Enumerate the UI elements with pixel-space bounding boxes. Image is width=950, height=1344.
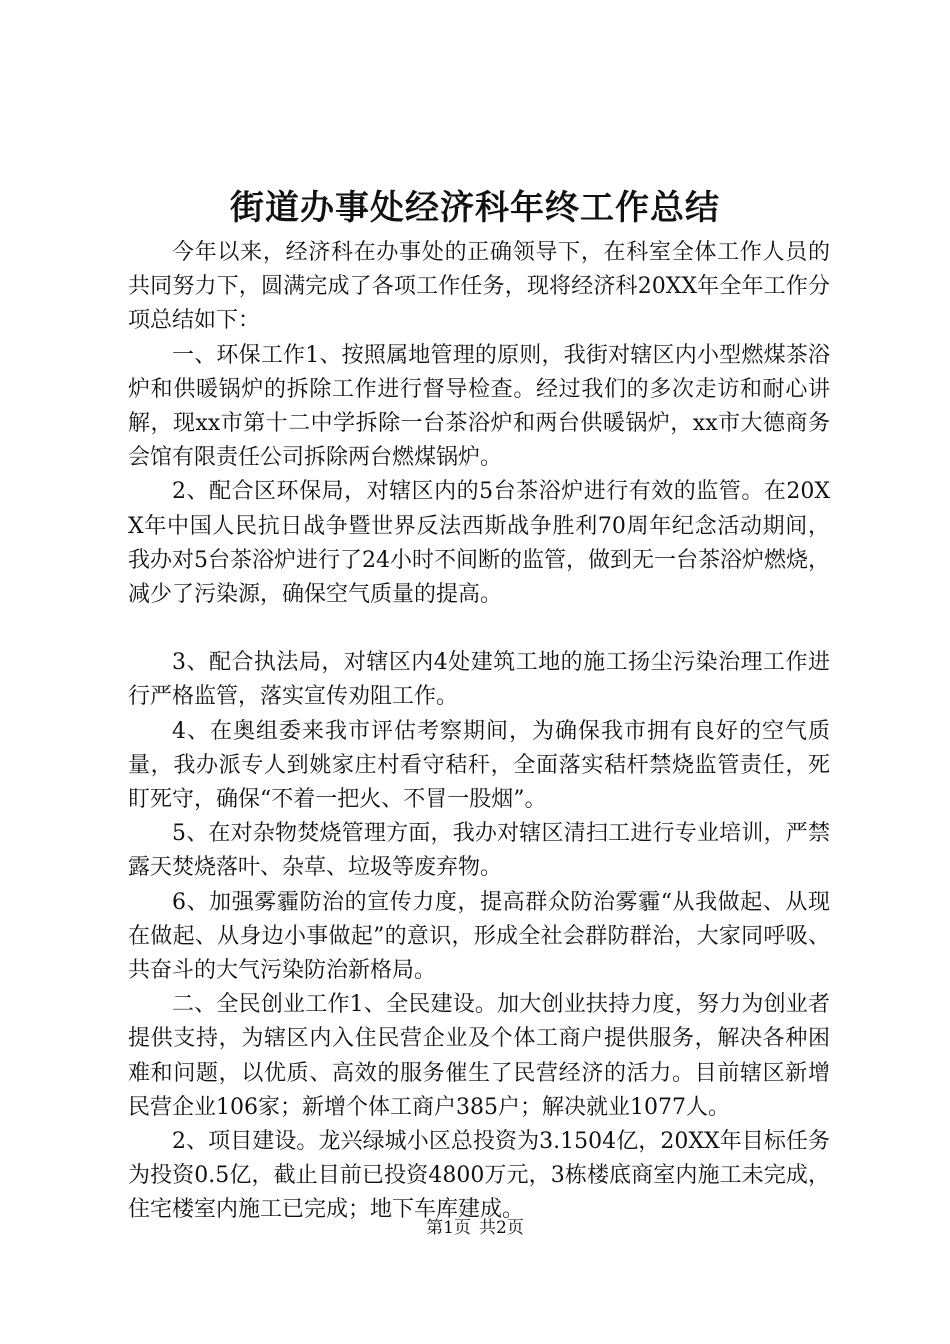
page-number: 第1页	[426, 1218, 471, 1238]
document-title: 街道办事处经济科年终工作总结	[230, 188, 720, 228]
paragraph-environment-6: 6、加强雾霾防治的宣传力度，提高群众防治雾霾“从我做起、从现在做起、从身边小事做起”的意识，形成全社会群防群治，大家同呼吸、共奋斗的大气污染防治新格局。	[128, 889, 830, 984]
paragraph-environment-1: 一、环保工作1、按照属地管理的原则，我街对辖区内小型燃煤茶浴炉和供暖锅炉的拆除工作进行督导检查。经过我们的多次走访和耐心讲解，现xx市第十二中学拆除一台茶浴炉和两台供暖锅炉，xx市大德商务会馆有限责任公司拆除两台燃煤锅炉。	[128, 342, 830, 471]
document-body	[128, 236, 830, 1228]
paragraph-environment-5: 5、在对杂物焚烧管理方面，我办对辖区清扫工进行专业培训，严禁露天焚烧落叶、杂草、垃圾等废弃物。	[128, 821, 830, 881]
paragraph-entrepreneurship-2: 2、项目建设。龙兴绿城小区总投资为3.1504亿，20XX年目标任务为投资0.5亿，截止目前已投资4800万元，3栋楼底商室内施工未完成，住宅楼室内施工已完成；地下车库建成。	[128, 1129, 830, 1223]
page-total: 共2页	[479, 1218, 524, 1238]
paragraph-environment-4: 4、在奥组委来我市评估考察期间，为确保我市拥有良好的空气质量，我办派专人到姚家庄村看守秸秆，全面落实秸杆禁烧监管责任，死盯死守，确保“不着一把火、不冒一股烟”。	[128, 718, 830, 813]
paragraph-entrepreneurship-1: 二、全民创业工作1、全民建设。加大创业扶持力度，努力为创业者提供支持，为辖区内入住民营企业及个体工商户提供服务，解决各种困难和问题，以优质、高效的服务催生了民营经济的活力。目前辖区新增民营企业106家；新增个体工商户385户；解决就业1077人。	[128, 992, 830, 1120]
page-footer	[0, 1216, 950, 1240]
paragraph-intro: 今年以来，经济科在办事处的正确领导下，在科室全体工作人员的共同努力下，圆满完成了各项工作任务，现将经济科20XX年全年工作分项总结如下：	[128, 240, 830, 334]
paragraph-environment-2: 2、配合区环保局，对辖区内的5台茶浴炉进行有效的监管。在20XX年中国人民抗日战争暨世界反法西斯战争胜利70周年纪念活动期间，我办对5台茶浴炉进行了24小时不间断的监管，做到无一台茶浴炉燃烧，减少了污染源，确保空气质量的提高。	[128, 479, 830, 608]
paragraph-environment-3: 3、配合执法局，对辖区内4处建筑工地的施工扬尘污染治理工作进行严格监管，落实宣传劝阻工作。	[128, 650, 830, 710]
